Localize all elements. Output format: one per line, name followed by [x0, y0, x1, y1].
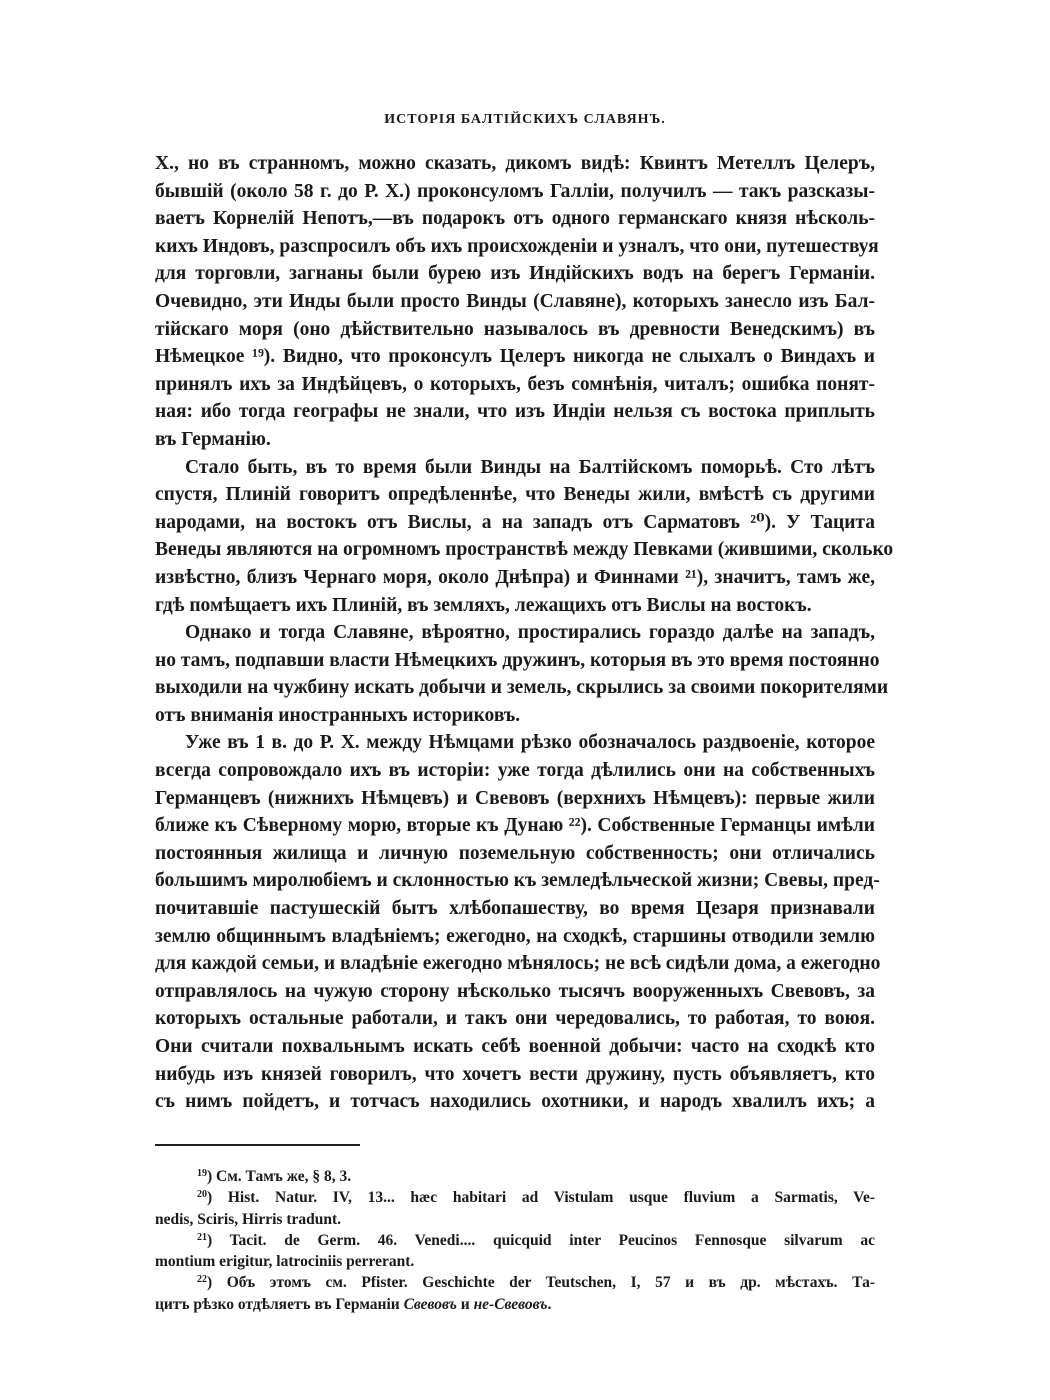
- text-line: землю общиннымъ владѣніемъ; ежегодно, на сходкѣ, старшины отводили землю: [155, 925, 875, 947]
- footnote-line: $^{20}$) Hist. Natur. IV, 13... hæc habitari ad Vistulam usque fluvium a Sarmatis, Ve-: [197, 1189, 875, 1207]
- text-line: извѣстно, близъ Чернаго моря, около Днѣпра) и Финнами ²¹), значитъ, тамъ же,: [155, 566, 875, 588]
- footnote-line: nedis, Sciris, Hirris tradunt.: [155, 1210, 342, 1228]
- text-line: бывшій (около 58 г. до Р. X.) проконсуломъ Галліи, получилъ — такъ разсказы-: [155, 180, 875, 202]
- footnote-line: montium erigitur, latrociniis perrerant.: [155, 1253, 415, 1271]
- footnotes: [155, 1166, 875, 1315]
- footnote-number: 22: [197, 1274, 207, 1286]
- text-line: Германцевъ (нижнихъ Нѣмцевъ) и Свевовъ (верхнихъ Нѣмцевъ): первые жили: [155, 787, 875, 809]
- text-line: большимъ миролюбіемъ и склонностью къ земледѣльческой жизни; Свевы, пред-: [155, 870, 880, 892]
- footnote-line: $^{21}$) Tacit. de Germ. 46. Venedi.... quicquid inter Peucinos Fennosque silvarum ac: [197, 1231, 875, 1249]
- text-line: нибудь изъ князей говорилъ, что хочетъ вести дружину, пусть объявляетъ, кто: [155, 1063, 875, 1085]
- footnote-number: 20: [197, 1189, 207, 1201]
- text-line: Однако и тогда Славяне, вѣроятно, простирались гораздо далѣе на западъ,: [185, 622, 875, 644]
- text-line: которыхъ остальные работали, и такъ они чередовались, то работая, то воюя.: [155, 1008, 875, 1030]
- text-line: ная: ибо тогда географы не знали, что изъ Индіи нельзя съ востока приплыть: [155, 401, 875, 423]
- text-line: но тамъ, подпавши власти Нѣмецкихъ дружинъ, которыя въ это время постоянно: [155, 649, 880, 671]
- text-line: Они считали похвальнымъ искать себѣ военной добычи: часто на сходкѣ кто: [155, 1036, 875, 1057]
- text-line: Венеды являются на огромномъ пространствѣ между Певками (жившими, сколько: [155, 539, 894, 561]
- text-line: отправлялось на чужую сторону нѣсколько тысячъ вооруженныхъ Свевовъ, за: [155, 980, 875, 1002]
- text-line: ближе къ Сѣверному морю, вторые къ Дунаю ²²). Собственные Германцы имѣли: [155, 815, 875, 837]
- text-line: для каждой семьи, и владѣніе ежегодно мѣнялось; не всѣ сидѣли дома, а ежегодно: [155, 953, 881, 975]
- text-line: постоянныя жилища и личную поземельную собственность; они отличались: [155, 842, 875, 864]
- footnote-number: 21: [197, 1231, 207, 1243]
- footnote-divider: [155, 1144, 360, 1146]
- footnote-number: 19: [197, 1168, 207, 1179]
- body-text: [155, 150, 894, 1116]
- text-line: въ Германію.: [155, 428, 271, 450]
- text-line: съ нимъ пойдетъ, и тотчасъ находились охотники, и народъ хвалилъ ихъ; а: [155, 1091, 875, 1113]
- text-line: почитавшіе пастушескій бытъ хлѣбопашеству, во время Цезаря признавали: [155, 898, 875, 920]
- text-line: принялъ ихъ за Индѣйцевъ, о которыхъ, безъ сомнѣнія, читалъ; ошибка понят-: [155, 373, 875, 395]
- text-line: всегда сопровождало ихъ въ исторіи: уже тогда дѣлились они на собственныхъ: [155, 760, 875, 782]
- text-line: Нѣмецкое ¹⁹). Видно, что проконсулъ Целеръ никогда не слыхалъ о Виндахъ и: [155, 346, 875, 368]
- text-line: спустя, Плиній говоритъ опредѣленнѣе, что Венеды жили, вмѣстѣ съ другими: [155, 484, 875, 506]
- footnote-line: $^{22}$) Объ этомъ см. Pfister. Geschichte der Teutschen, I, 57 и въ др. мѣстахъ. Та-: [197, 1274, 875, 1292]
- text-line: гдѣ помѣщаетъ ихъ Плиній, въ земляхъ, лежащихъ отъ Вислы на востокъ.: [155, 594, 812, 616]
- running-header: ИСТОРІЯ БАЛТІЙСКИХЪ СЛАВЯНЪ.: [384, 112, 666, 127]
- text-line: X., но въ странномъ, можно сказать, дикомъ видѣ: Квинтъ Метеллъ Целеръ,: [155, 153, 875, 174]
- text-line: Очевидно, эти Инды были просто Винды (Славяне), которыхъ занесло изъ Бал-: [155, 290, 875, 312]
- text-line: Уже въ 1 в. до Р. X. между Нѣмцами рѣзко обозначалось раздвоеніе, которое: [185, 732, 875, 754]
- text-line: для торговли, загнаны были бурею изъ Индійскихъ водъ на берегъ Германіи.: [155, 263, 875, 285]
- text-line: народами, на востокъ отъ Вислы, а на западъ отъ Сарматовъ ²⁰). У Тацита: [155, 511, 875, 533]
- text-line: выходили на чужбину искать добычи и земель, скрылись за своими покорителями: [155, 677, 889, 699]
- text-line: тійскаго моря (оно дѣйствительно называлось въ древности Венедскимъ) въ: [155, 318, 875, 340]
- footnote-line: цитъ рѣзко отдѣляетъ въ Германіи Свевовъ и не-Свевовъ.: [155, 1295, 552, 1313]
- text-line: Стало быть, въ то время были Винды на Балтійскомъ поморьѣ. Сто лѣтъ: [185, 456, 875, 478]
- footnote-line: $^{19}$) См. Тамъ же, § 8, 3.: [197, 1168, 352, 1185]
- text-line: ваетъ Корнелій Непотъ,—въ подарокъ отъ одного германскаго князя нѣсколь-: [155, 208, 875, 230]
- text-line: отъ вниманія иностранныхъ историковъ.: [155, 704, 521, 726]
- text-line: кихъ Индовъ, разспросилъ объ ихъ происхожденіи и узналъ, что они, путешествуя: [155, 235, 879, 257]
